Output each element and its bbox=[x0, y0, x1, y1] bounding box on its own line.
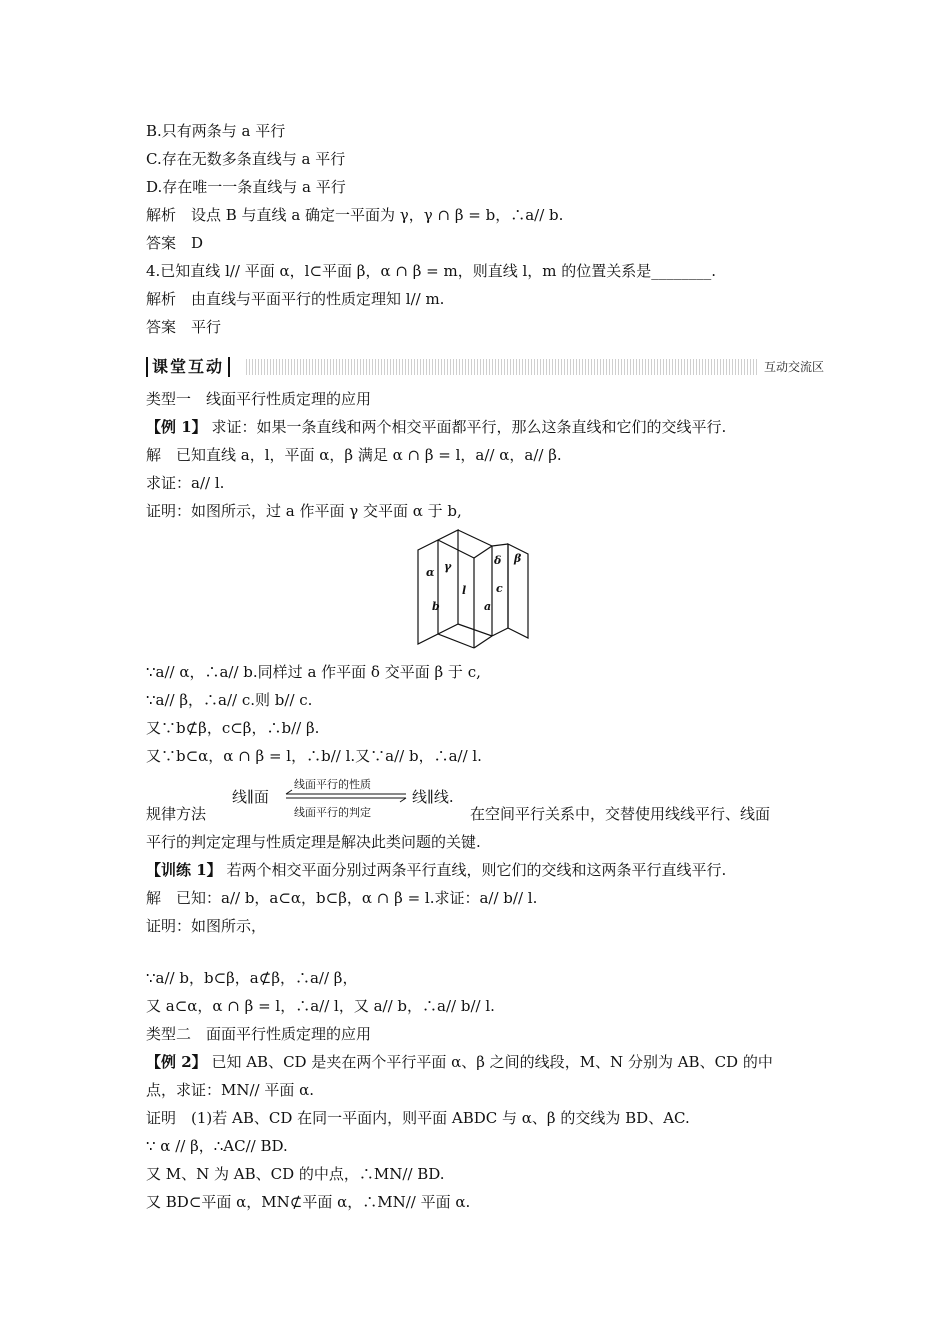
example-1-text: 求证：如果一条直线和两个相交平面都平行，那么这条直线和它们的交线平行. bbox=[211, 418, 727, 436]
training-1-line-2: 又 a⊂α，α ∩ β = l，∴a// l，又 a// b，∴a// b// l. bbox=[146, 997, 495, 1015]
planes-figure bbox=[414, 526, 534, 652]
example-1-given: 解 已知直线 a，l，平面 α，β 满足 α ∩ β = l，a// α，a// β. bbox=[146, 446, 562, 464]
example-2-proof-1: 证明 (1)若 AB、CD 在同一平面内，则平面 ABDC 与 α、β 的交线为 BD、AC. bbox=[146, 1109, 690, 1127]
method-text-2: 平行的判定定理与性质定理是解决此类问题的关键. bbox=[146, 833, 481, 851]
example-2 bbox=[146, 1052, 773, 1072]
option-b: B.只有两条与 a 平行 bbox=[146, 122, 286, 140]
analysis-3: 解析 设点 B 与直线 a 确定一平面为 γ，γ ∩ β = b，∴a// b. bbox=[146, 206, 564, 224]
training-1-given: 解 已知：a// b，a⊂α，b⊂β，α ∩ β = l.求证：a// b// l. bbox=[146, 889, 538, 907]
banner-title: 课堂互动 bbox=[146, 357, 230, 377]
example-1 bbox=[146, 417, 726, 437]
label-a: a bbox=[484, 600, 492, 613]
banner-stripe bbox=[246, 359, 830, 375]
example-2-proof-3: 又 M、N 为 AB、CD 的中点，∴MN// BD. bbox=[146, 1165, 445, 1183]
label-delta: δ bbox=[494, 554, 502, 567]
banner-right-label: 互动交流区 bbox=[758, 357, 830, 377]
training-1-text: 若两个相交平面分别过两条平行直线，则它们的交线和这两条平行直线平行. bbox=[226, 861, 727, 879]
training-1-label: 【训练 1】 bbox=[146, 861, 222, 879]
method-label: 规律方法 bbox=[146, 805, 207, 823]
answer-4: 答案 平行 bbox=[146, 318, 222, 336]
analysis-4: 解析 由直线与平面平行的性质定理知 l// m. bbox=[146, 290, 445, 308]
training-1-line-1: ∵a// b，b⊂β，a⊄β，∴a// β， bbox=[146, 969, 358, 987]
proof-line-1: ∵a// α，∴a// b.同样过 a 作平面 δ 交平面 β 于 c, bbox=[146, 663, 481, 681]
label-alpha: α bbox=[426, 566, 435, 579]
example-2-text: 已知 AB、CD 是夹在两个平行平面 α、β 之间的线段，M、N 分别为 AB、CD 的中 bbox=[211, 1053, 773, 1071]
arrow-left-text: 线∥面 bbox=[232, 788, 269, 806]
example-2-proof-2: ∵ α // β，∴AC// BD. bbox=[146, 1137, 288, 1155]
training-1 bbox=[146, 860, 726, 880]
proof-line-3: 又∵b⊄β，c⊂β，∴b// β. bbox=[146, 719, 320, 737]
label-l: l bbox=[462, 584, 467, 597]
type-two-heading: 类型二 面面平行性质定理的应用 bbox=[146, 1025, 372, 1043]
training-1-proof-start: 证明：如图所示， bbox=[146, 917, 267, 935]
arrow-top-text: 线面平行的性质 bbox=[294, 778, 371, 791]
example-1-prove: 求证：a// l. bbox=[146, 474, 225, 492]
answer-3: 答案 D bbox=[146, 234, 204, 252]
example-2-proof-4: 又 BD⊂平面 α，MN⊄平面 α，∴MN// 平面 α. bbox=[146, 1193, 471, 1211]
label-b: b bbox=[432, 600, 440, 613]
option-d: D.存在唯一一条直线与 a 平行 bbox=[146, 178, 346, 196]
option-c: C.存在无数多条直线与 a 平行 bbox=[146, 150, 346, 168]
example-1-proof-start: 证明：如图所示，过 a 作平面 γ 交平面 α 于 b, bbox=[146, 502, 462, 520]
proof-line-4: 又∵b⊂α，α ∩ β = l，∴b// l.又∵a// b，∴a// l. bbox=[146, 747, 482, 765]
arrow-bottom-text: 线面平行的判定 bbox=[294, 806, 371, 819]
plane-gamma-top bbox=[458, 530, 492, 546]
proof-line-2: ∵a// β，∴a// c.则 b// c. bbox=[146, 691, 313, 709]
label-gamma: γ bbox=[444, 560, 452, 573]
arrow-left-head bbox=[286, 790, 292, 794]
section-banner bbox=[146, 357, 830, 377]
label-c: c bbox=[496, 582, 503, 595]
arrow-right-text: 线∥线. bbox=[412, 788, 454, 806]
example-2-label: 【例 2】 bbox=[146, 1053, 207, 1071]
example-2-text-2: 点，求证：MN// 平面 α. bbox=[146, 1081, 315, 1099]
label-beta: β bbox=[514, 552, 522, 565]
method-text: 在空间平行关系中，交替使用线线平行、线面 bbox=[470, 805, 771, 823]
method-arrow-diagram bbox=[230, 776, 468, 820]
arrow-right-head bbox=[400, 798, 406, 802]
example-1-label: 【例 1】 bbox=[146, 418, 207, 436]
question-4: 4.已知直线 l// 平面 α，l⊂平面 β，α ∩ β = m，则直线 l，m 的位置关系是________. bbox=[146, 262, 717, 280]
type-one-heading: 类型一 线面平行性质定理的应用 bbox=[146, 390, 372, 408]
